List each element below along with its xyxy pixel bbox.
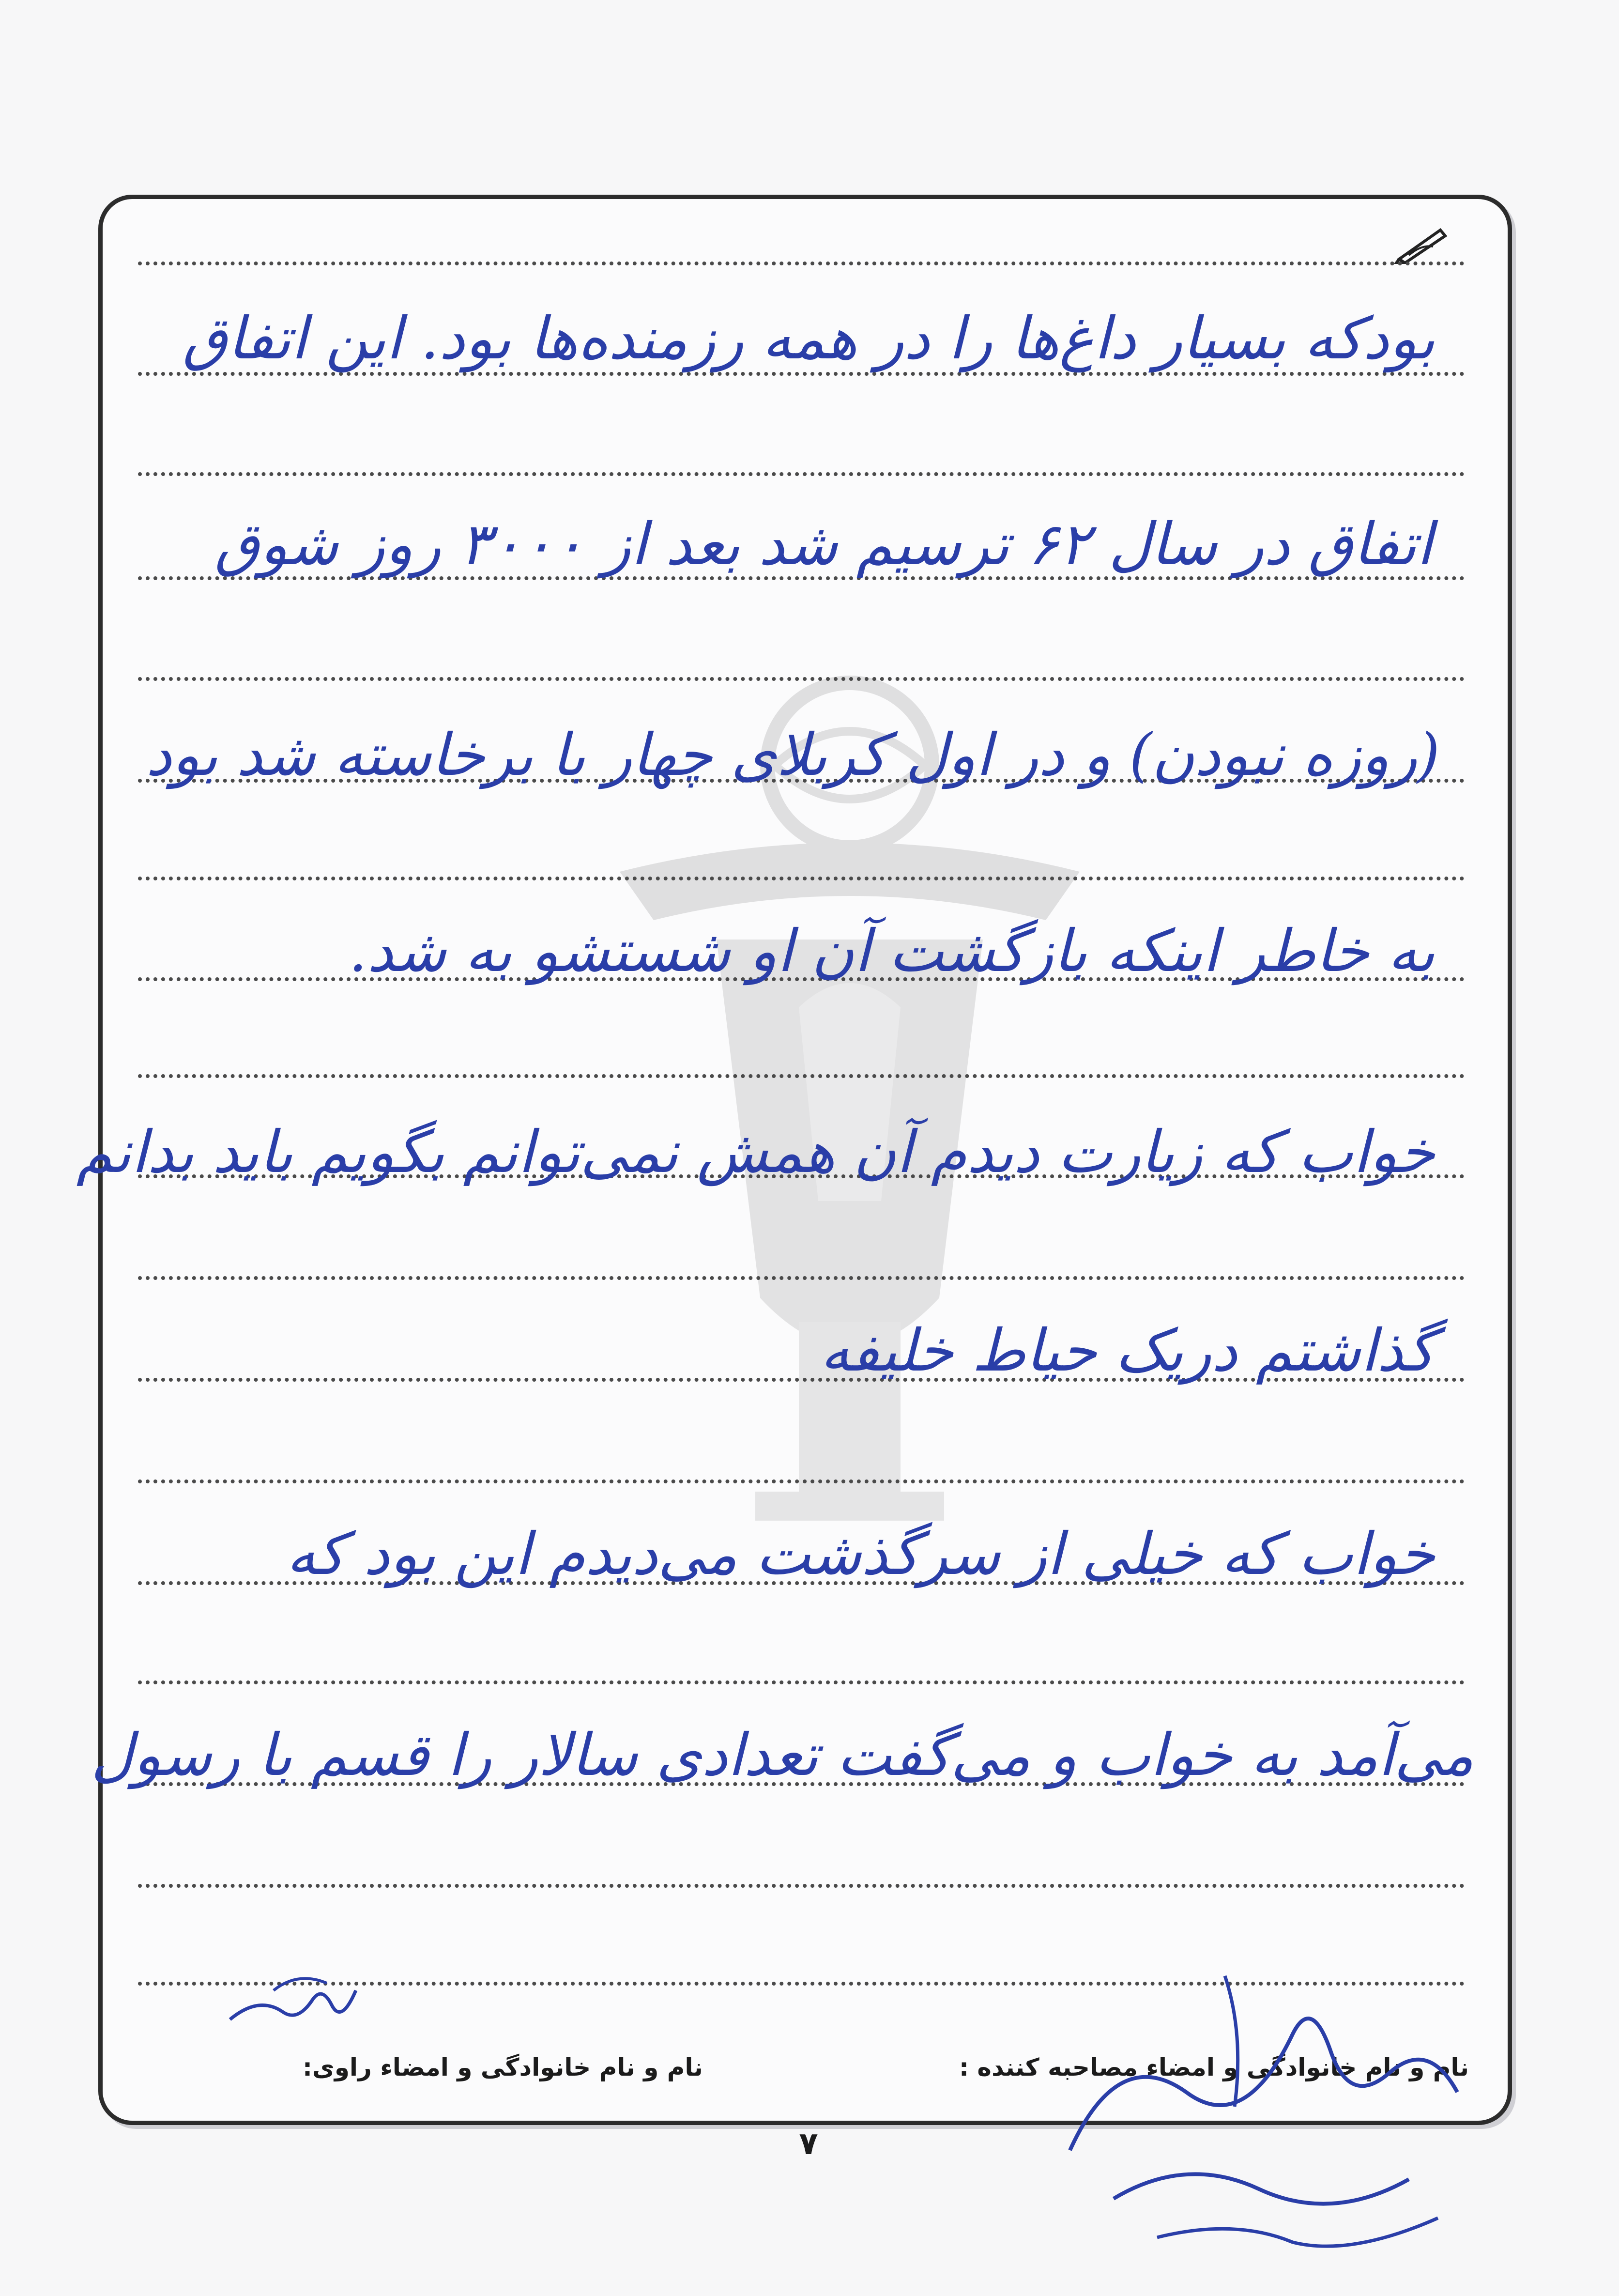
interviewer-signature-label: نام و نام خانوادگی و امضاء مصاحبه کننده : [959, 2053, 1469, 2081]
pen-writing-icon [1394, 225, 1448, 264]
ruled-line [138, 1680, 1465, 1684]
handwritten-line-1: بودکه بسیار داغ‌ها را در همه رزمنده‌ها بود. این اتفاق [183, 305, 1435, 372]
narrator-signature-label: نام و نام خانوادگی و امضاء راوی: [303, 2053, 703, 2081]
handwritten-line-4: به خاطر اینکه بازگشت آن او شستشو به شد. [349, 918, 1435, 985]
ruled-line [138, 372, 1465, 376]
narrator-signature [220, 1966, 366, 2034]
interviewer-signature [1041, 1947, 1477, 2262]
ruled-line [138, 1479, 1465, 1483]
handwritten-line-2: اتفاق در سال ۶۲ ترسیم شد بعد از ۳۰۰۰ روز شوق [214, 511, 1433, 578]
ruled-line [138, 1884, 1465, 1888]
ruled-line [138, 472, 1465, 476]
handwritten-line-5: خواب که زیارت دیدم آن همش نمی‌توانم بگویم باید بدانم [76, 1119, 1435, 1186]
handwritten-line-6: گذاشتم دریک حیاط خلیفه [820, 1317, 1435, 1385]
ruled-line [138, 1074, 1465, 1078]
page-number: ۷ [799, 2126, 818, 2162]
handwritten-line-8: می‌آمد به خواب و می‌گفت تعدادی سالار را قسم با رسول [91, 1722, 1474, 1789]
foundation-emblem-watermark [571, 668, 1128, 1564]
handwritten-line-7: خواب که خیلی از سرگذشت می‌دیدم این بود که [286, 1521, 1435, 1588]
ruled-line [138, 877, 1465, 880]
ruled-line [138, 262, 1465, 265]
handwritten-line-3: (روزه نبودن) و در اول کربلای چهار با برخاسته شد بود [146, 722, 1440, 789]
ruled-line [138, 677, 1465, 681]
ruled-line [138, 1276, 1465, 1280]
